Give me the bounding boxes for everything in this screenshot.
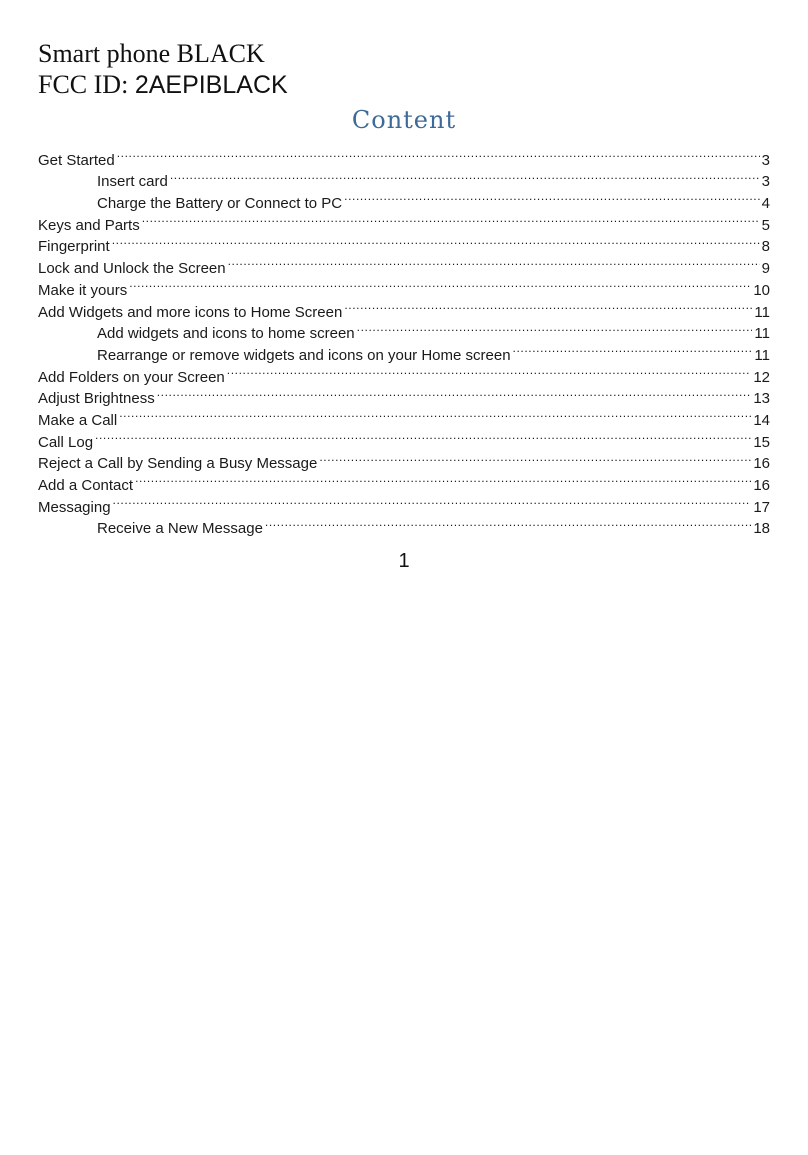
toc-dot-leader [344, 295, 752, 317]
toc-entry-label: Call Log [38, 433, 94, 451]
page-number: 1 [398, 550, 410, 572]
toc-entry-page-number: 11 [754, 303, 770, 321]
toc-dot-leader [95, 425, 751, 447]
toc-entry-page-number: 11 [754, 346, 770, 364]
toc-entry-page-number: 5 [761, 216, 770, 234]
toc-dot-leader [117, 143, 760, 165]
toc-entry-page-number: 15 [753, 433, 770, 451]
toc-entry-label: Insert card [97, 173, 168, 191]
toc-entry-page-number: 10 [753, 281, 770, 299]
toc-entry[interactable] [38, 230, 770, 256]
toc-entry[interactable] [38, 251, 770, 278]
toc-entry-label: Rearrange or remove widgets and icons on your Home screen [97, 346, 511, 364]
toc-entry[interactable] [38, 512, 770, 538]
toc-entry-page-number: 16 [753, 455, 770, 473]
toc-entry-label: Get Started [38, 151, 115, 169]
toc-entry-page-number: 4 [761, 195, 770, 213]
toc-entry-page-number: 3 [761, 151, 770, 169]
toc-entry-page-number: 14 [753, 411, 770, 429]
toc-dot-leader [135, 468, 751, 490]
toc-entry-label: Add widgets and icons to home screen [97, 325, 355, 343]
toc-dot-leader [142, 208, 760, 230]
toc-entry[interactable] [38, 490, 770, 516]
toc-entry-page-number: 3 [761, 173, 770, 191]
toc-entry-page-number: 16 [753, 477, 770, 494]
toc-dot-leader [265, 512, 751, 534]
toc-entry-label: Add a Contact [38, 477, 134, 494]
toc-entry-label: Charge the Battery or Connect to PC [97, 195, 343, 213]
toc-entry[interactable] [38, 143, 770, 169]
toc-entry[interactable] [38, 165, 770, 191]
toc-entry[interactable] [38, 425, 770, 451]
document-header [38, 38, 288, 100]
toc-dot-leader [344, 186, 760, 208]
toc-dot-leader [513, 338, 753, 360]
toc-entry-label: Reject a Call by Sending a Busy Message [38, 455, 318, 473]
toc-entry[interactable] [38, 468, 770, 494]
toc-dot-leader [129, 273, 751, 295]
toc-dot-leader [319, 447, 751, 469]
product-title: Smart phone BLACK [38, 39, 265, 68]
toc-dot-leader [113, 490, 752, 512]
toc-entry[interactable] [38, 295, 770, 321]
toc-entry-page-number: 12 [753, 368, 770, 386]
toc-entry[interactable] [38, 403, 770, 429]
toc-entry[interactable] [38, 447, 770, 473]
toc-entry-page-number: 11 [754, 325, 770, 343]
toc-entry-page-number: 18 [753, 520, 770, 538]
toc-dot-leader [119, 403, 751, 425]
toc-entry-label: Lock and Unlock the Screen [38, 260, 226, 278]
toc-entry-label: Add Widgets and more icons to Home Screen [38, 303, 343, 321]
toc-dot-leader [112, 230, 760, 252]
toc-dot-leader [227, 360, 752, 382]
toc-entry-page-number: 13 [753, 390, 770, 408]
toc-entry-page-number: 8 [761, 238, 770, 256]
toc-entry-label: Fingerprint [38, 238, 110, 256]
fcc-id-label: FCC ID: [38, 70, 135, 99]
toc-entry-label: Make it yours [38, 281, 128, 299]
fcc-id-line [38, 70, 288, 100]
toc-entry-label: Messaging [38, 498, 111, 516]
fcc-id-value: 2AEPIBLACK [134, 71, 288, 99]
toc-entry[interactable] [38, 208, 770, 234]
toc-entry-label: Add Folders on your Screen [38, 368, 225, 386]
toc-entry[interactable] [38, 273, 770, 299]
toc-dot-leader [228, 251, 760, 273]
toc-entry-label: Adjust Brightness [38, 390, 155, 408]
toc-entry-label: Make a Call [38, 411, 118, 429]
toc-entry-page-number: 9 [761, 260, 770, 278]
toc-dot-leader [170, 165, 760, 187]
toc-entry-label: Keys and Parts [38, 216, 140, 234]
toc-dot-leader [357, 317, 753, 339]
content-heading: Content [351, 106, 457, 134]
toc-dot-leader [157, 382, 752, 404]
table-of-contents [38, 143, 770, 538]
toc-entry-page-number: 17 [753, 498, 770, 516]
toc-entry-label: Receive a New Message [97, 520, 263, 538]
